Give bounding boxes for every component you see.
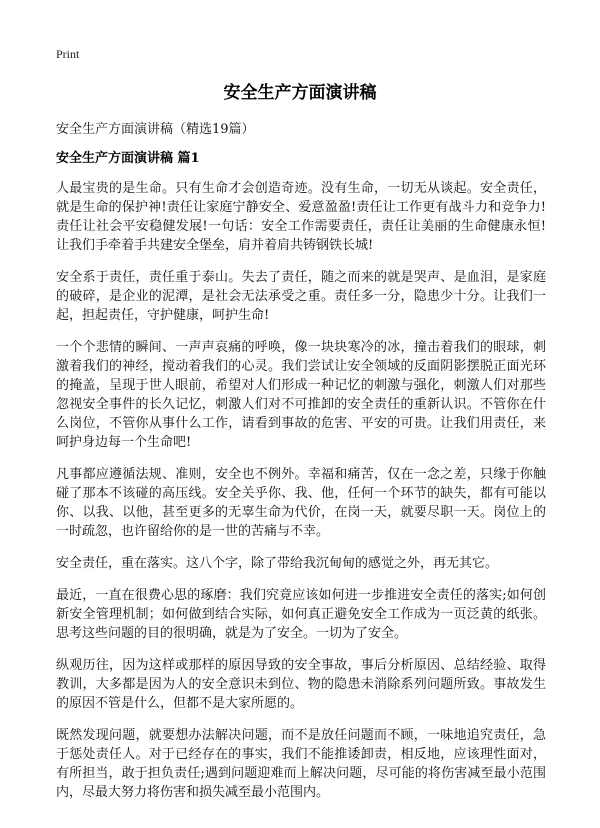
paragraph-6: 最近，一直在很费心思的琢磨：我们究竟应该如何进一步推进安全责任的落实;如何创新安全管理机制；如何做到结合实际，如何真正避免安全工作成为一页泛黄的纸张。思考这些问题的目的很明确，就是为了安全。一切为了安全。: [56, 588, 546, 641]
page-title: 安全生产方面演讲稿: [223, 83, 377, 103]
paragraph-5: 安全责任，重在落实。这八个字，除了带给我沉甸甸的感觉之外，再无其它。: [56, 556, 499, 571]
paragraph-3: 一个个悲情的瞬间、一声声哀痛的呼唤，像一块块寒冷的冰，撞击着我们的眼球，刺激着我们的神经，搅动着我们的心灵。我们尝试让安全领域的反面阴影摆脱正面光环的掩盖，呈现于世人眼前，希望对人们形成一种记忆的刺激与强化，刺激人们对那些忽视安全事件的长久记忆，刺激人们对不可推卸的安全责任的重新认识。不管你在什么岗位，不管你从事什么工作，请看到事故的危害、平安的可贵。让我们用责任，来呵护身边每一个生命吧!: [56, 340, 546, 450]
paragraph-1: 人最宝贵的是生命。只有生命才会创造奇迹。没有生命，一切无从谈起。安全责任，就是生命的保护神!责任让家庭宁静安全、爱意盈盈!责任让工作更有战斗力和竞争力!责任让社会平安稳健发展!一句话：安全工作需要责任，责任让美丽的生命健康永恒!让我们手牵着手共建安全堡垒，肩并着肩共铸钢铁长城!: [56, 181, 546, 253]
section-heading: 安全生产方面演讲稿 篇1: [56, 151, 200, 166]
paragraph-4: 凡事都应遵循法规、准则，安全也不例外。幸福和痛苦，仅在一念之差，只缘于你触碰了那本不该碰的高压线。安全关乎你、我、他，任何一个环节的缺失，都有可能以你、以我、以他，甚至更多的无辜生命为代价，在岗一天，就要尽职一天。岗位上的一时疏忽，也许留给你的是一世的苦痛与不幸。: [56, 467, 546, 539]
paragraph-2: 安全系于责任，责任重于泰山。失去了责任，随之而来的就是哭声、是血泪，是家庭的破碎，是企业的泥潭，是社会无法承受之重。责任多一分，隐患少十分。让我们一起，担起责任，守护健康，呵护生命!: [56, 270, 546, 323]
article-body: [56, 179, 546, 815]
document-subtitle: 安全生产方面演讲稿（精选19篇）: [56, 122, 255, 137]
print-link[interactable]: Print: [56, 47, 80, 61]
paragraph-7: 纵观历往，因为这样或那样的原因导致的安全事故，事后分析原因、总结经验、取得教训，大多都是因为人的安全意识未到位、物的隐患未消除系列问题所致。事故发生的原因不管是什么，但都不是大家所愿的。: [56, 658, 546, 711]
paragraph-8: 既然发现问题，就要想办法解决问题，而不是放任问题而不顾，一味地追究责任，急于惩处责任人。对于已经存在的事实，我们不能推诿卸责，相反地，应该理性面对，有所担当，敢于担负责任;遇到问题迎难而上解决问题，尽可能的将伤害减至最小范围内，尽最大努力将伤害和损失减至最小范围内。: [56, 728, 546, 800]
